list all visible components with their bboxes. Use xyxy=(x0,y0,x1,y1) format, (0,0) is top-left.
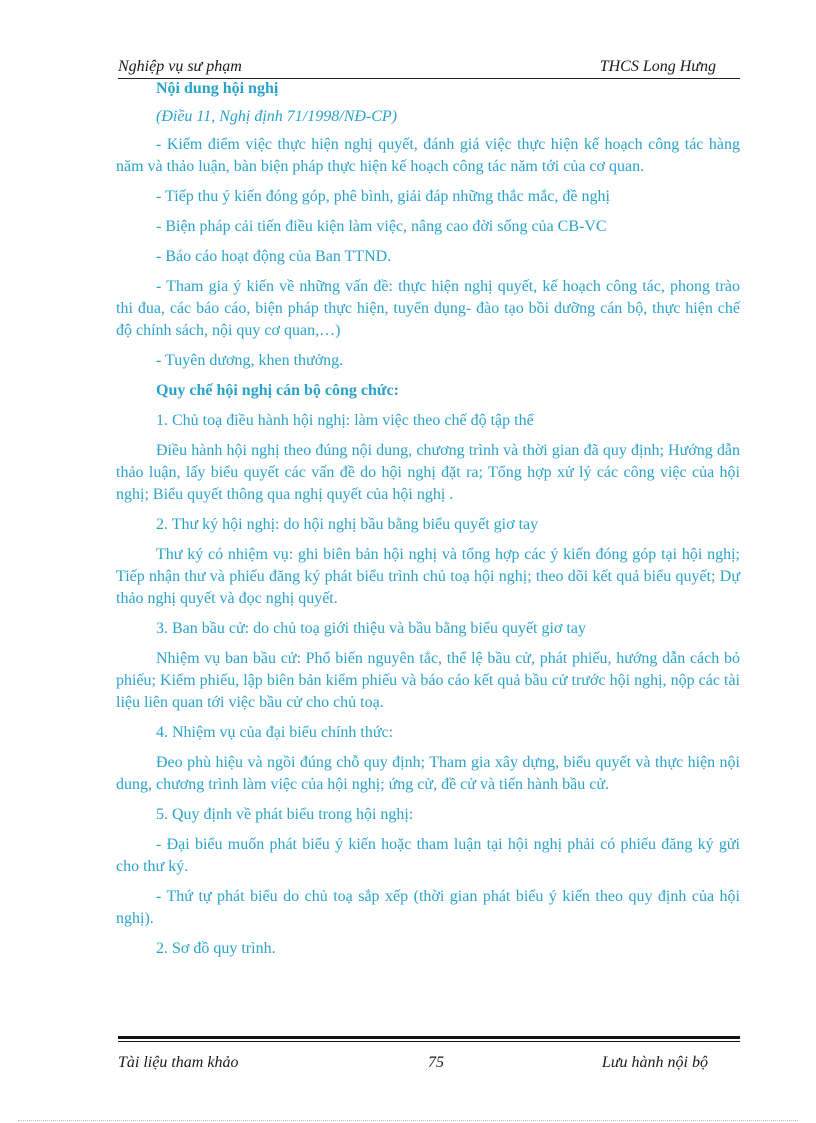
page-edge-divider xyxy=(18,1120,798,1121)
section-1-body: Điều hành hội nghị theo đúng nội dung, chương trình và thời gian đã quy định; Hướng dẫn thảo luận, lấy biểu quyết các vấn đề do hội nghị đặt ra; Tổng hợp xử lý các công việc của hội nghị; Biểu quyết thông qua nghị quyết của hội nghị . xyxy=(116,442,740,503)
section-2-body: Thư ký có nhiệm vụ: ghi biên bản hội nghị và tổng hợp các ý kiến đóng góp tại hội nghị; Tiếp nhận thư và phiếu đăng ký phát biểu trình chủ toạ hội nghị; theo dõi kết quả biểu quyết; Dự thảo nghị quyết và đọc nghị quyết. xyxy=(116,546,740,607)
page-number: 75 xyxy=(428,1054,444,1071)
paragraph-3: - Biện pháp cải tiến điều kiện làm việc, nâng cao đời sống của CB-VC xyxy=(156,218,607,235)
paragraph-4: - Báo cáo hoạt động của Ban TTND. xyxy=(156,248,392,265)
footer-left-text: Tài liệu tham khảo xyxy=(118,1054,239,1071)
paragraph-5: - Tham gia ý kiến về những vấn đề: thực hiện nghị quyết, kế hoạch công tác, phong trào thi đua, các báo cáo, biện pháp thực hiện, tuyển dụng- đào tạo bồi dưỡng cán bộ, thực hiện chế độ chính sách, nội quy cơ quan,…) xyxy=(116,278,740,339)
paragraph-6: - Tuyên dương, khen thưởng. xyxy=(156,352,344,369)
section-title: Quy chế hội nghị cán bộ công chức: xyxy=(156,382,399,399)
section-4-heading: 4. Nhiệm vụ của đại biểu chính thức: xyxy=(156,724,394,741)
footer-right-text: Lưu hành nội bộ xyxy=(601,1054,708,1071)
header-right-text: THCS Long Hưng xyxy=(599,58,716,75)
section-4-body: Đeo phù hiệu và ngồi đúng chỗ quy định; Tham gia xây dựng, biểu quyết và thực hiện nội dung, chương trình làm việc của hội nghị; ứng cử, đề cử và tiến hành bầu cử. xyxy=(116,754,740,793)
section-2-heading: 2. Thư ký hội nghị: do hội nghị bầu bằng biểu quyết giơ tay xyxy=(156,516,539,533)
section-3-body: Nhiệm vụ ban bầu cử: Phổ biến nguyên tắc, thể lệ bầu cử, phát phiếu, hướng dẫn cách bỏ phiếu; Kiểm phiếu, lập biên bản kiểm phiếu và báo cáo kết quả bầu cử trước hội nghị, nộp các tài liệu liên quan tới việc bầu cử cho chủ toạ. xyxy=(116,650,740,711)
page-content xyxy=(116,78,740,968)
footer-rule-thin xyxy=(118,1041,740,1042)
section-3-heading: 3. Ban bầu cử: do chủ toạ giới thiệu và bầu bằng biểu quyết giơ tay xyxy=(156,620,586,637)
paragraph-1: - Kiểm điểm việc thực hiện nghị quyết, đánh giá việc thực hiện kế hoạch công tác hàng năm và thảo luận, bàn biện pháp thực hiện kế hoạch công tác năm tới của cơ quan. xyxy=(116,136,740,175)
page-footer xyxy=(118,1054,740,1076)
last-line: 2. Sơ đồ quy trình. xyxy=(156,940,276,957)
content-title: Nội dung hội nghị xyxy=(156,80,279,97)
section-5-body-2: - Thứ tự phát biểu do chủ toạ sắp xếp (thời gian phát biểu ý kiến theo quy định của hội nghị). xyxy=(116,888,740,927)
section-5-body-1: - Đại biểu muốn phát biểu ý kiến hoặc tham luận tại hội nghị phải có phiếu đăng ký gửi cho thư ký. xyxy=(116,836,740,875)
footer-rule-thick xyxy=(118,1036,740,1039)
content-subtitle: (Điều 11, Nghị định 71/1998/NĐ-CP) xyxy=(156,108,398,125)
paragraph-2: - Tiếp thu ý kiến đóng góp, phê bình, giải đáp những thắc mắc, đề nghị xyxy=(156,188,610,205)
header-left-text: Nghiệp vụ sư phạm xyxy=(118,58,242,75)
page-header xyxy=(118,56,740,79)
section-1-heading: 1. Chủ toạ điều hành hội nghị: làm việc theo chế độ tập thể xyxy=(156,412,534,429)
section-5-heading: 5. Quy định về phát biểu trong hội nghị: xyxy=(156,806,414,823)
